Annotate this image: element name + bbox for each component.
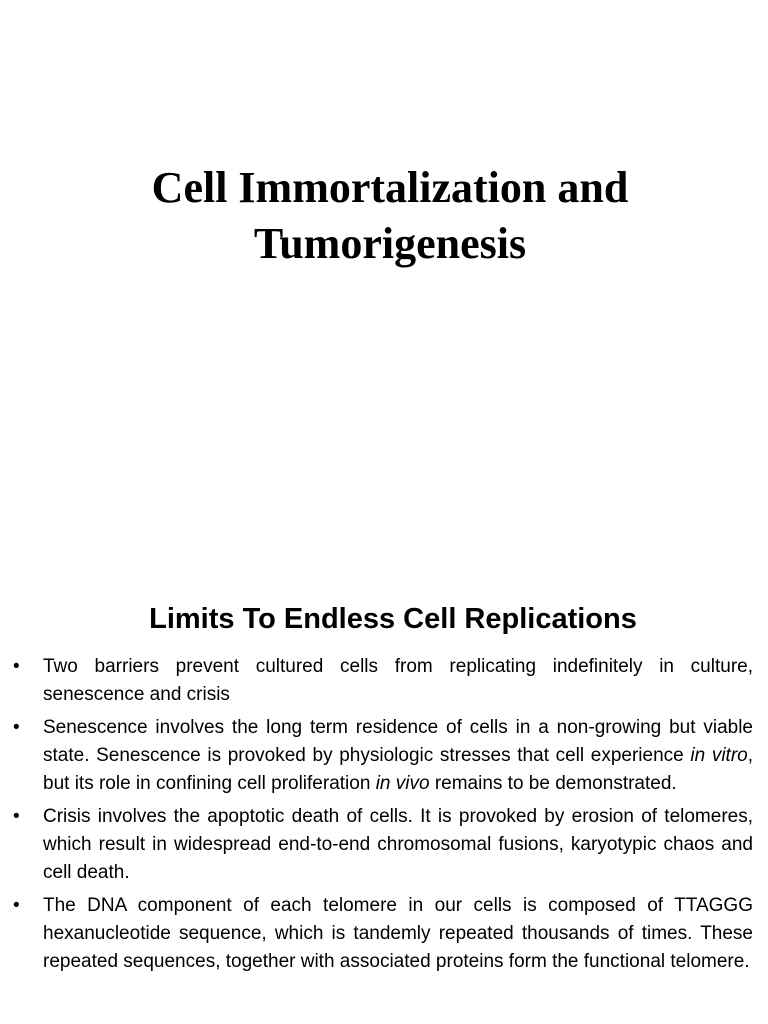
section-heading: Limits To Endless Cell Replications <box>149 603 637 635</box>
bullet-item <box>0 892 768 976</box>
bullet-text-segment: The DNA component of each telomere in our cells is composed of TTAGGG hexanucleotide sequence, which is tandemly repeated thousands of times. These repeated sequences, together with associated proteins form the functional telomere. <box>43 895 753 972</box>
bullet-item <box>0 803 768 887</box>
slide-title-line-1: Cell Immortalization and <box>151 163 629 212</box>
bullet-text-segment: Senescence involves the long term residence of cells in a non-growing but viable state. Senescence is provoked by physiologic stresses that cell experience <box>43 717 753 766</box>
bullet-text <box>43 656 753 705</box>
bullet-list <box>0 653 768 981</box>
slide-title-line-2: Tumorigenesis <box>253 219 527 268</box>
bullet-item <box>0 653 768 709</box>
bullet-text-segment: , but its role in confining cell proliferation <box>43 745 754 794</box>
bullet-dot-icon: • <box>13 806 20 827</box>
bullet-text-segment: Two barriers prevent cultured cells from replicating indefinitely in culture, senescence and crisis <box>43 656 753 705</box>
bullet-dot-icon: • <box>13 656 20 677</box>
bullet-text-segment: remains to be demonstrated. <box>429 773 677 794</box>
bullet-dot-icon: • <box>13 895 20 916</box>
bullet-text <box>43 806 753 883</box>
bullet-text-segment: Crisis involves the apoptotic death of cells. It is provoked by erosion of telomeres, which result in widespread end-to-end chromosomal fusions, karyotypic chaos and cell death. <box>43 806 753 883</box>
bullet-item <box>0 714 768 798</box>
slide-title <box>0 160 768 272</box>
bullet-dot-icon: • <box>13 717 20 738</box>
bullet-italic-text: in vivo <box>375 773 430 794</box>
bullet-italic-text: in vitro <box>690 745 748 766</box>
bullet-text <box>43 717 753 794</box>
bullet-text <box>43 895 753 972</box>
